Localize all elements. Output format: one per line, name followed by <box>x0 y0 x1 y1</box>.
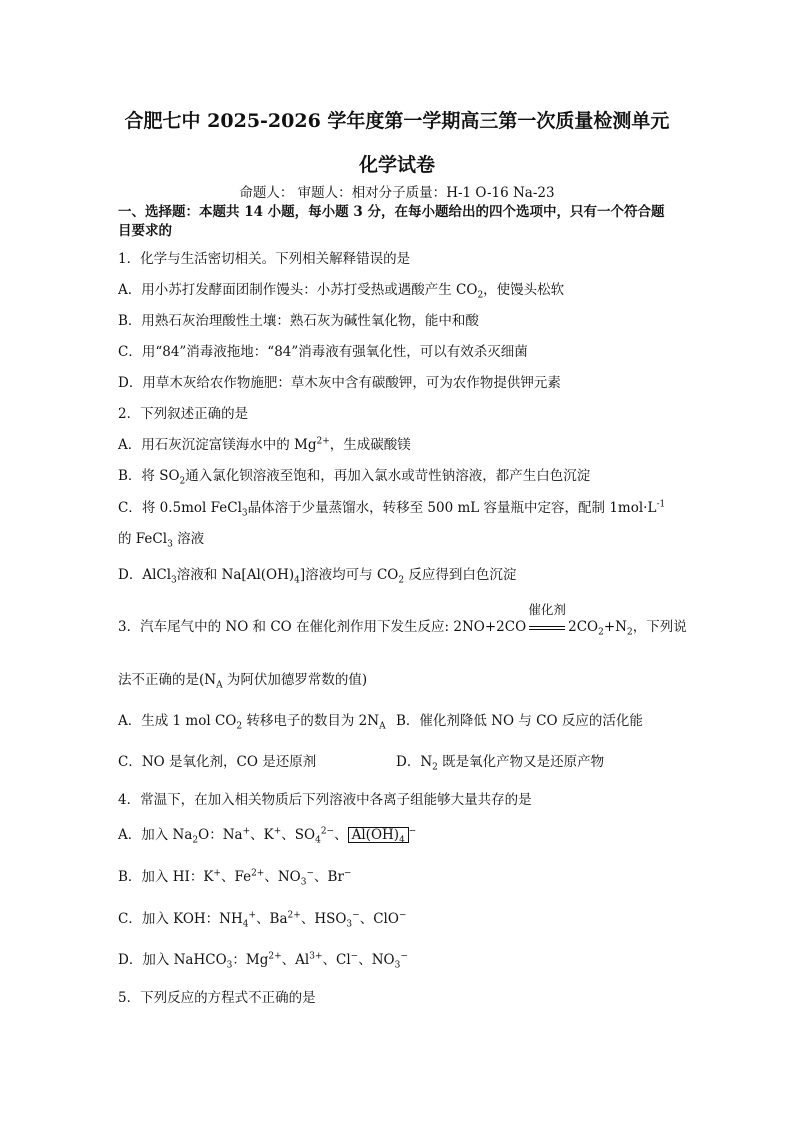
section-heading-line1: 一、选择题：本题共 14 小题，每小题 3 分，在每小题给出的四个选项中，只有一个符合题 <box>118 204 665 220</box>
q3-option-b: B．催化剂降低 NO 与 CO 反应的活化能 <box>396 713 643 729</box>
section-heading-line2: 目要求的 <box>118 223 172 239</box>
q3-option-c: C．NO 是氧化剂，CO 是还原剂 <box>118 754 317 770</box>
q2-option-c-cont: 的 FeCl$_3$ 溶液 <box>118 531 205 550</box>
q1-option-d: D．用草木灰给农作物施肥：草木灰中含有碳酸钾，可为农作物提供钾元素 <box>118 375 561 391</box>
meta-mass-values: H-1 O-16 Na-23 <box>446 185 555 201</box>
q1-option-c: C．用“84”消毒液拖地：“84”消毒液有强氧化性，可以有效杀灭细菌 <box>118 344 528 360</box>
aluminate-bracket: $Al(OH)_4$ <box>348 827 409 843</box>
q3-option-a: A．生成 1 mol $CO_2$ 转移电子的数目为 $2N_A$ <box>118 713 386 732</box>
exam-subtitle: 化学试卷 <box>358 154 435 176</box>
q5-stem: 5．下列反应的方程式不正确的是 <box>118 990 316 1006</box>
meta-authors: 命题人： 审题人： <box>239 185 352 201</box>
q2-option-b: B．将 $SO_2$通入氯化钡溶液至饱和，再加入氯水或苛性钠溶液，都产生白色沉淀 <box>118 468 591 487</box>
catalyst-arrow <box>528 602 566 636</box>
q1-option-a: A．用小苏打发酵面团制作馒头：小苏打受热或遇酸产生 $CO_2$，使馒头松软 <box>118 282 565 301</box>
q2-option-c: C．将 0.5mol FeCl$_3$晶体溶于少量蒸馏水，转移至 500 mL 容量瓶中定容，配制 $1mol\cdot L^{-1}$ <box>118 499 666 519</box>
q4-option-b: B．加入 HI：K+、$Fe^{2+}$、$NO_3^-$、Br− <box>118 868 352 888</box>
q1-stem: 1．化学与生活密切相关。下列相关解释错误的是 <box>118 251 411 267</box>
q2-option-d: D．AlCl$_3$溶液和 $Na[Al(OH)_4]$溶液均可与 $CO_2$ 反应得到白色沉淀 <box>118 567 517 586</box>
exam-title: 合肥七中 2025-2026 学年度第一学期高三第一次质量检测单元 <box>124 110 670 132</box>
q4-option-d: D．加入 NaHCO$_3$：$Mg^{2+}$、$Al^{3+}$、Cl−、$NO_3^-$ <box>118 951 408 971</box>
q4-stem: 4．常温下，在加入相关物质后下列溶液中各离子组能够大量共存的是 <box>118 792 532 808</box>
q3-option-d: D．$N_2$ 既是氧化产物又是还原产物 <box>396 754 605 773</box>
q3-stem: 3．汽车尾气中的 NO 和 CO 在催化剂作用下发生反应: 2NO+2CO 催化剂 $2CO_2+N_2$，下列说 <box>118 602 687 638</box>
q2-option-a: A．用石灰沉淀富镁海水中的 $Mg^{2+}$，生成碳酸镁 <box>118 436 411 453</box>
q4-option-c: C．加入 KOH：$NH_4^+$、$Ba^{2+}$、$HSO_3^-$、ClO− <box>118 910 407 930</box>
exam-meta <box>0 181 794 201</box>
meta-mass-label: 相对分子质量： <box>351 185 447 201</box>
q2-stem: 2．下列叙述正确的是 <box>118 406 249 422</box>
q1-option-b: B．用熟石灰治理酸性土壤：熟石灰为碱性氧化物，能中和酸 <box>118 313 479 329</box>
q4-option-a: A．加入 $Na_2O$：Na+、K+、$SO_4^{2-}$、 $Al(OH)_4^-$ <box>118 826 417 846</box>
q3-stem-cont: 法不正确的是($N_A$ 为阿伏加德罗常数的值) <box>118 672 368 691</box>
catalyst-label: 催化剂 <box>528 602 566 617</box>
